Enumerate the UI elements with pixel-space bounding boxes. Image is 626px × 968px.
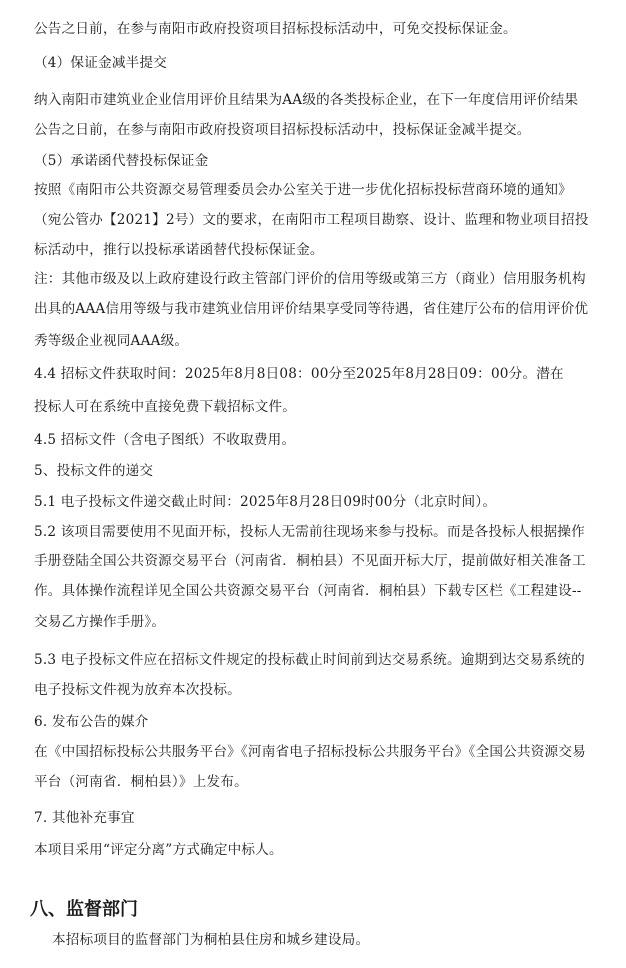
subsection-title: 5、投标文件的递交 [34,463,154,479]
section-heading: 八、监督部门 [30,899,138,920]
text-line: 公告之日前，在参与南阳市政府投资项目招标投标活动中，投标保证金减半提交。 [34,122,531,138]
note-line: 出具的AAA信用等级与我市建筑业信用评价结果享受同等待遇，省住建厅公布的信用评价优 [34,301,589,317]
text-line: 按照《南阳市公共资源交易管理委员会办公室关于进一步优化招标投标营商环境的通知》 [34,182,572,198]
text-line: 4.4 招标文件获取时间：2025年8月8日08：00分至2025年8月28日09：00分。潜在 [34,366,564,382]
text-line: 5.3 电子投标文件应在招标文件规定的投标截止时间前到达交易系统。逾期到达交易系统的 [34,652,585,668]
subsection-title: 6. 发布公告的媒介 [34,714,149,730]
text-line: 平台（河南省．桐柏县）》上发布。 [34,774,248,790]
note-line: 注：其他市级及以上政府建设行政主管部门评价的信用等级或第三方（商业）信用服务机构 [34,271,586,287]
text-line: 投标人可在系统中直接免费下载招标文件。 [34,399,297,415]
subsection-title: （5）承诺函代替投标保证金 [34,153,209,169]
text-line: 手册登陆全国公共资源交易平台（河南省．桐柏县）不见面开标大厅，提前做好相关准备工 [34,553,586,569]
text-line: 在《中国招标投标公共服务平台》《河南省电子招标投标公共服务平台》《全国公共资源交易 [34,744,586,760]
text-line: 交易乙方操作手册》。 [34,614,166,630]
text-line: （宛公管办【2021】2号）文的要求，在南阳市工程项目勘察、设计、监理和物业项目招投 [34,212,589,228]
text-line: 4.5 招标文件（含电子图纸）不收取费用。 [34,432,296,448]
text-line: 纳入南阳市建筑业企业信用评价且结果为AA级的各类投标企业，在下一年度信用评价结果 [34,92,579,108]
text-line: 5.2 该项目需要使用不见面开标，投标人无需前往现场来参与投标。而是各投标人根据操作 [34,524,585,540]
note-line: 秀等级企业视同AAA级。 [34,333,189,349]
text-line: 标活动中，推行以投标承诺函替代投标保证金。 [34,242,324,258]
text-line: 本项目采用“评定分离”方式确定中标人。 [34,842,283,858]
text-line: 电子投标文件视为放弃本次投标。 [34,682,241,698]
subsection-title: （4）保证金减半提交 [34,55,167,71]
subsection-title: 7. 其他补充事宜 [34,810,135,826]
section-text: 本招标项目的监督部门为桐柏县住房和城乡建设局。 [52,932,370,948]
text-line: 公告之日前，在参与南阳市政府投资项目招标投标活动中，可免交投标保证金。 [34,21,517,37]
text-line: 作。具体操作流程详见全国公共资源交易平台（河南省．桐柏县）下载专区栏《工程建设-- [34,583,582,599]
text-line: 5.1 电子投标文件递交截止时间：2025年8月28日09时00分（北京时间）。 [34,494,497,510]
